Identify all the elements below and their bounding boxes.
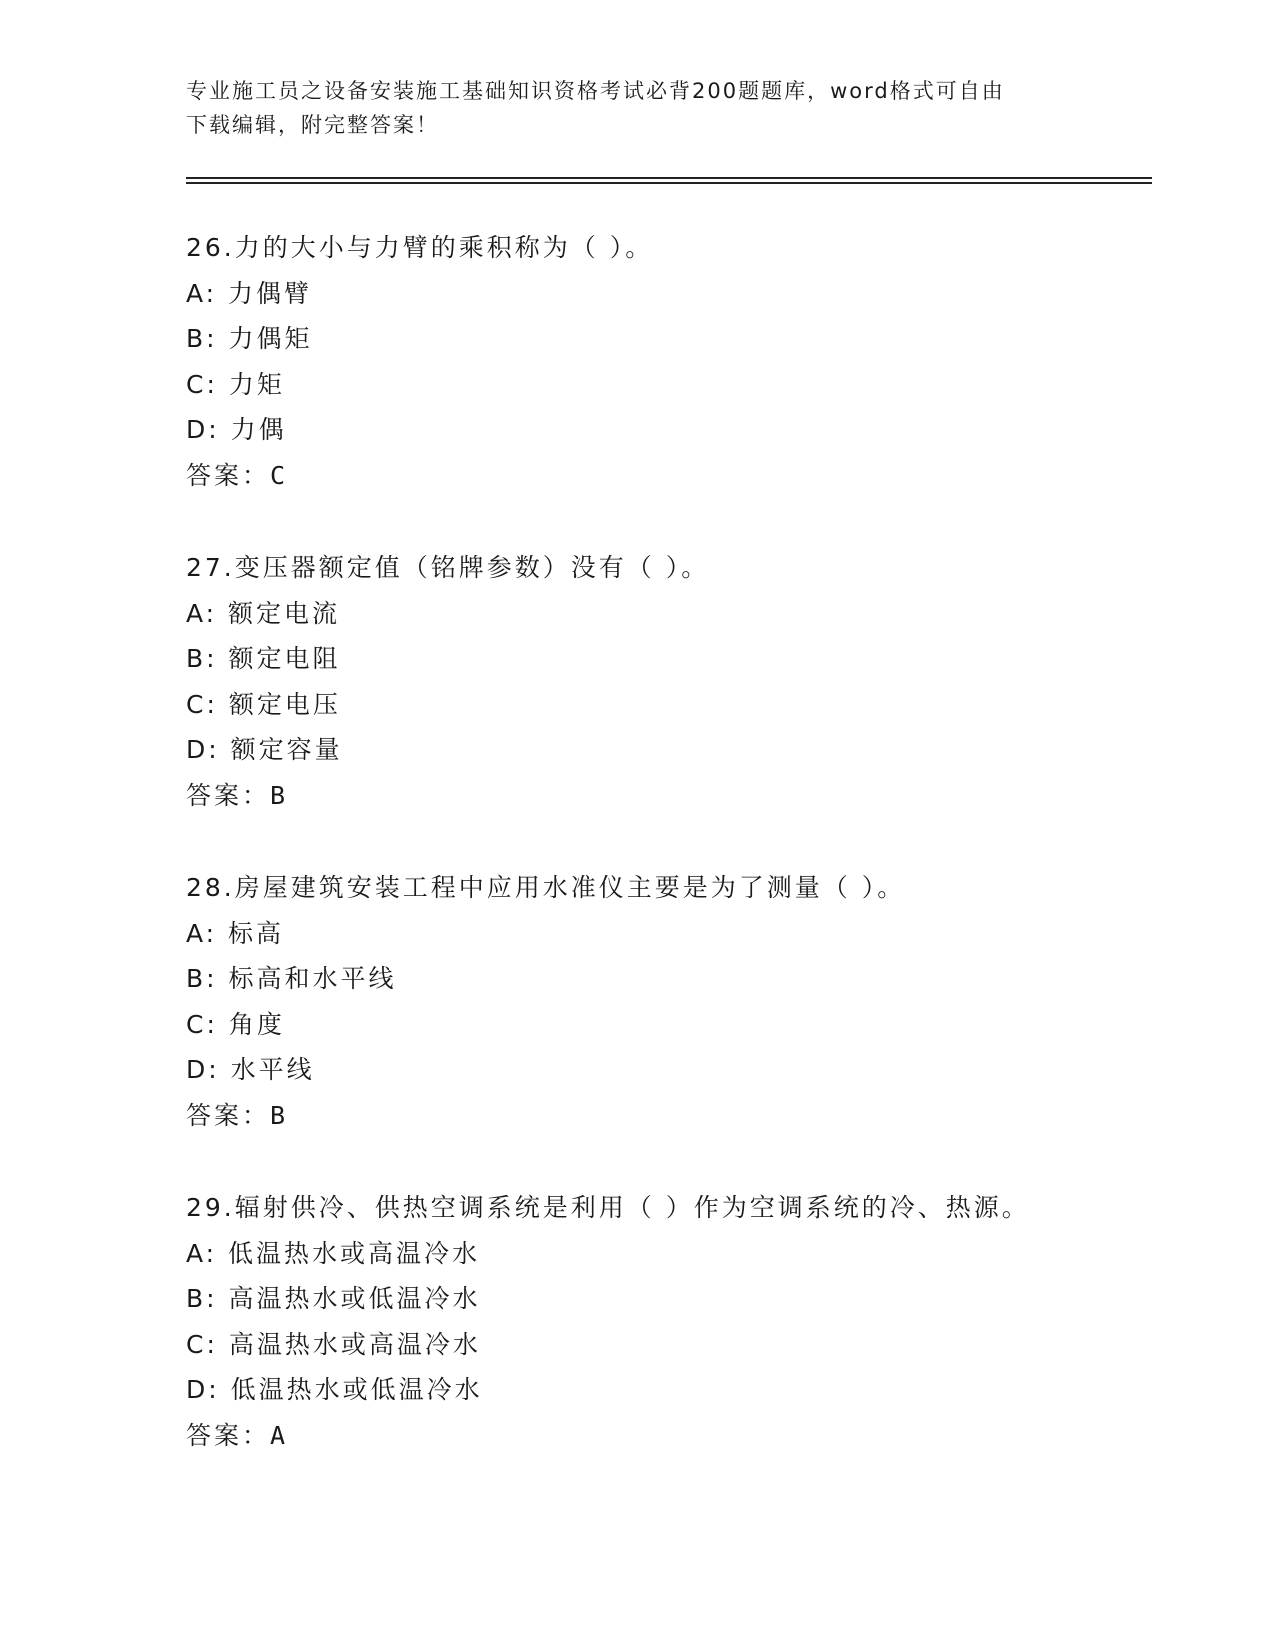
answer-line: 答案：B (186, 1100, 289, 1130)
document-intro (186, 74, 1086, 142)
question-27 (186, 545, 1146, 818)
question-29 (186, 1185, 1146, 1458)
option-b: B: 额定电阻 (186, 644, 341, 673)
intro-line-1: 专业施工员之设备安装施工基础知识资格考试必背200题题库，word格式可自由 (186, 79, 1005, 103)
option-a: A: 额定电流 (186, 598, 341, 628)
option-a: A: 力偶臂 (186, 278, 313, 308)
option-c: C: 角度 (186, 1009, 285, 1039)
option-d: D: 额定容量 (186, 735, 343, 764)
question-stem: 26.力的大小与力臂的乘积称为（ ）。 (186, 233, 654, 262)
question-stem: 29.辐射供冷、供热空调系统是利用（ ）作为空调系统的冷、热源。 (186, 1193, 1030, 1222)
header-divider-top (186, 177, 1152, 179)
question-stem: 27.变压器额定值（铭牌参数）没有（ ）。 (186, 553, 710, 582)
option-d: D: 力偶 (186, 415, 287, 444)
question-stem: 28.房屋建筑安装工程中应用水准仪主要是为了测量（ ）。 (186, 873, 906, 902)
option-a: A: 低温热水或高温冷水 (186, 1238, 481, 1268)
answer-line: 答案：B (186, 780, 289, 810)
option-a: A: 标高 (186, 918, 285, 948)
option-b: B: 力偶矩 (186, 324, 313, 353)
option-c: C: 高温热水或高温冷水 (186, 1329, 481, 1359)
option-c: C: 力矩 (186, 369, 285, 399)
answer-line: 答案：A (186, 1420, 289, 1450)
option-c: C: 额定电压 (186, 689, 341, 719)
answer-line: 答案：C (186, 460, 289, 490)
option-b: B: 高温热水或低温冷水 (186, 1284, 481, 1313)
option-d: D: 水平线 (186, 1055, 315, 1084)
option-d: D: 低温热水或低温冷水 (186, 1375, 483, 1404)
question-28 (186, 865, 1146, 1138)
question-26 (186, 225, 1146, 498)
header-divider-bottom (186, 182, 1152, 184)
option-b: B: 标高和水平线 (186, 964, 397, 993)
intro-line-2: 下载编辑，附完整答案！ (186, 113, 439, 137)
